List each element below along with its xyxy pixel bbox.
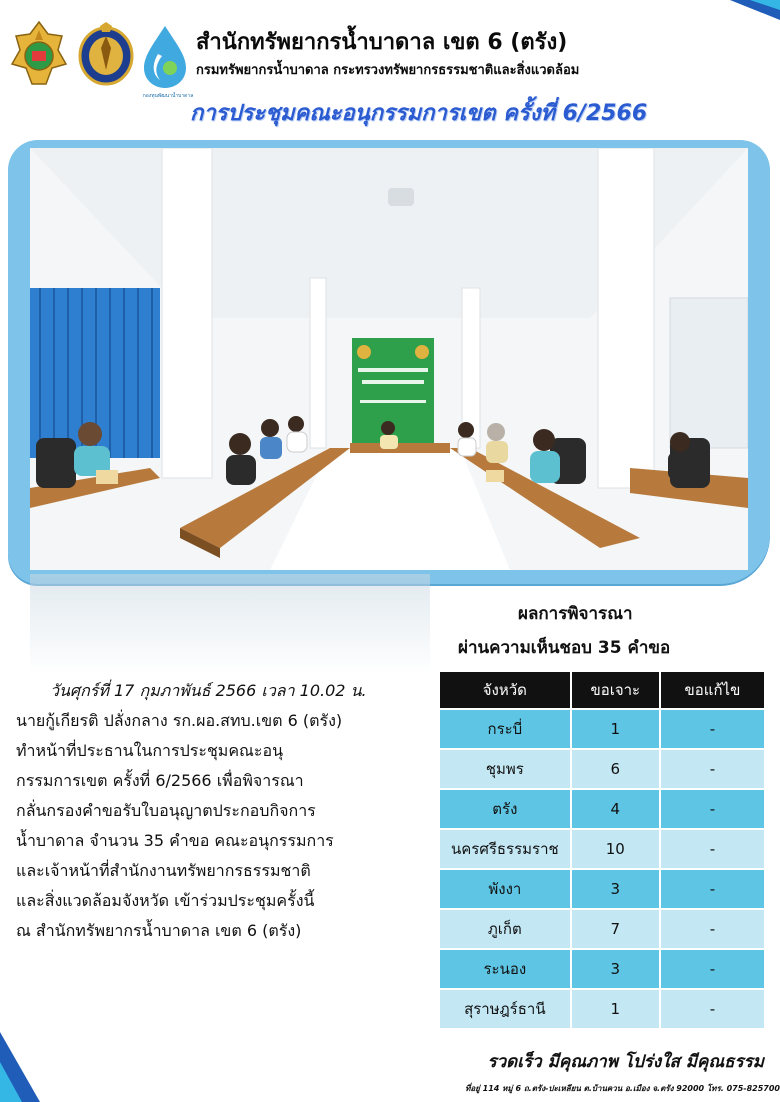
drill-cell: 1 bbox=[571, 989, 660, 1029]
royal-seal-logo-icon bbox=[78, 22, 134, 86]
table-row bbox=[439, 749, 765, 789]
province-cell: ระนอง bbox=[439, 949, 571, 989]
province-cell: กระบี่ bbox=[439, 709, 571, 749]
province-cell: พังงา bbox=[439, 869, 571, 909]
description-line: ทำหน้าที่ประธานในการประชุมคณะอนุ bbox=[16, 741, 284, 760]
groundwater-fund-drop-logo-icon bbox=[138, 24, 192, 90]
corner-decoration-bottom-left bbox=[0, 1032, 40, 1102]
drill-cell: 3 bbox=[571, 949, 660, 989]
table-row bbox=[439, 949, 765, 989]
modify-cell: - bbox=[660, 789, 765, 829]
results-subheading: ผ่านความเห็นชอบ 35 คำขอ bbox=[458, 638, 671, 658]
table-row bbox=[439, 709, 765, 749]
org-title: สำนักทรัพยากรน้ำบาดาล เขต 6 (ตรัง) bbox=[196, 30, 568, 55]
slogan: รวดเร็ว มีคุณภาพ โปร่งใส มีคุณธรรม bbox=[487, 1052, 764, 1072]
description-line: ณ สำนักทรัพยากรน้ำบาดาล เขต 6 (ตรัง) bbox=[16, 921, 302, 940]
meeting-description bbox=[16, 676, 440, 946]
dgr-seal-logo-icon bbox=[8, 20, 70, 88]
logo-group bbox=[4, 20, 194, 99]
corner-decoration-top-right bbox=[710, 0, 780, 24]
drill-cell: 4 bbox=[571, 789, 660, 829]
description-line: น้ำบาดาล จำนวน 35 คำขอ คณะอนุกรรมการ bbox=[16, 831, 334, 850]
description-line: นายกู้เกียรติ ปลั่งกลาง รก.ผอ.สทบ.เขต 6 (ตรัง) bbox=[16, 711, 343, 730]
province-cell: ชุมพร bbox=[439, 749, 571, 789]
modify-cell: - bbox=[660, 909, 765, 949]
logo-caption: กองทุนพัฒนาน้ำบาดาล bbox=[142, 93, 194, 99]
drill-cell: 10 bbox=[571, 829, 660, 869]
column-header-province: จังหวัด bbox=[439, 671, 571, 709]
modify-cell: - bbox=[660, 709, 765, 749]
results-table bbox=[438, 670, 766, 1030]
drill-cell: 7 bbox=[571, 909, 660, 949]
modify-cell: - bbox=[660, 829, 765, 869]
description-line: วันศุกร์ที่ 17 กุมภาพันธ์ 2566 เวลา 10.02 น. bbox=[50, 681, 367, 700]
photo-reflection bbox=[30, 574, 430, 674]
table-row bbox=[439, 789, 765, 829]
province-cell: สุราษฎร์ธานี bbox=[439, 989, 571, 1029]
modify-cell: - bbox=[660, 949, 765, 989]
org-subtitle: กรมทรัพยากรน้ำบาดาล กระทรวงทรัพยากรธรรมชาติและสิ่งแวดล้อม bbox=[196, 63, 580, 78]
column-header-drill: ขอเจาะ bbox=[571, 671, 660, 709]
results-heading: ผลการพิจารณา bbox=[518, 604, 633, 624]
table-row bbox=[439, 909, 765, 949]
results-header-row bbox=[439, 671, 765, 709]
table-row bbox=[439, 829, 765, 869]
modify-cell: - bbox=[660, 989, 765, 1029]
table-row bbox=[439, 869, 765, 909]
meeting-photo bbox=[30, 148, 748, 570]
table-row bbox=[439, 989, 765, 1029]
description-line: และเจ้าหน้าที่สำนักงานทรัพยากรธรรมชาติ bbox=[16, 861, 311, 880]
column-header-modify: ขอแก้ไข bbox=[660, 671, 765, 709]
meeting-room-illustration bbox=[30, 148, 748, 570]
drill-cell: 3 bbox=[571, 869, 660, 909]
description-line: กรรมการเขต ครั้งที่ 6/2566 เพื่อพิจารณา bbox=[16, 771, 304, 790]
address: ที่อยู่ 114 หมู่ 6 ถ.ตรัง-ปะเหลียน ต.บ้านควน อ.เมือง จ.ตรัง 92000 โทร. 075-825700 bbox=[465, 1084, 780, 1093]
description-line: และสิ่งแวดล้อมจังหวัด เข้าร่วมประชุมครั้งนี้ bbox=[16, 891, 315, 910]
drill-cell: 6 bbox=[571, 749, 660, 789]
description-line: กลั่นกรองคำขอรับใบอนุญาตประกอบกิจการ bbox=[16, 801, 316, 820]
meeting-title: การประชุมคณะอนุกรรมการเขต ครั้งที่ 6/2566 bbox=[190, 101, 648, 126]
drill-cell: 1 bbox=[571, 709, 660, 749]
modify-cell: - bbox=[660, 869, 765, 909]
province-cell: ภูเก็ต bbox=[439, 909, 571, 949]
modify-cell: - bbox=[660, 749, 765, 789]
province-cell: ตรัง bbox=[439, 789, 571, 829]
province-cell: นครศรีธรรมราช bbox=[439, 829, 571, 869]
